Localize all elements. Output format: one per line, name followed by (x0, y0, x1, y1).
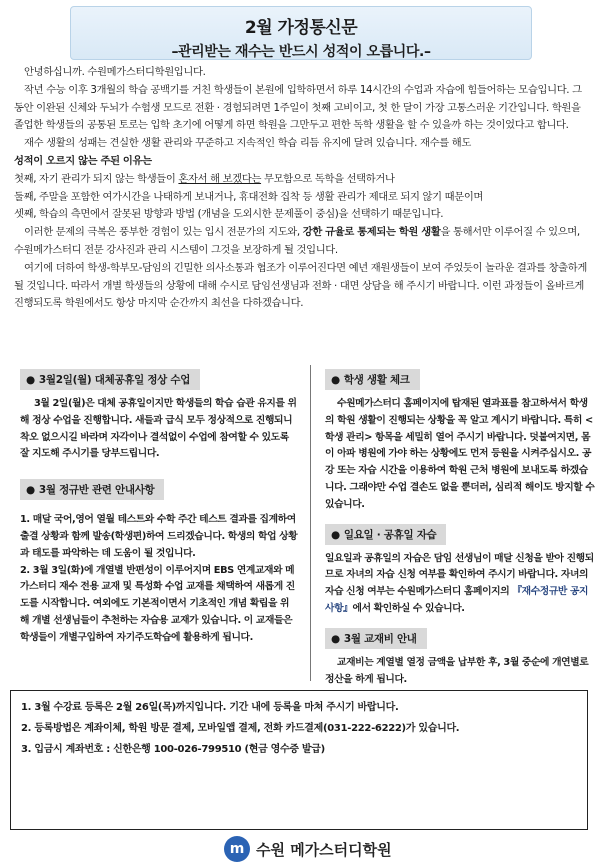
section-body-holiday: 3월 2일(월)은 대체 공휴일이지만 학생들의 학습 습관 유지를 위해 정상 수업을 진행합니다. 새들과 급식 모두 정상적으로 진행되니 착오 없으시길 바라며 자각이나 결석없이 수업에 참여할 수 있도록 잘 지도해 주시기를 당부드립니다. (20, 398, 297, 460)
intro-letter (14, 64, 588, 313)
intro-paragraph: 작년 수능 이후 3개월의 학습 공백기를 거친 학생들이 본원에 입학하면서 하루 14시간의 수업과 자습에 힘들어하는 모습입니다. 그 동안 이완된 신체와 두뇌가 수험생 모드로 전환 · 경험되려면 1주일이 첫째 고비이고, 첫 한 달이 가장 고통스러운 기간입니다. 학원을 졸업한 학생들의 공통된 토로는 입학 초기에 어떻게 하면 학원을 그만두고 편한 독학 생활을 할 수 있을까 하는 것이었다고 합니다. (14, 83, 582, 132)
newsletter-header (70, 6, 532, 60)
reason-item: 둘째, 주말을 포함한 여가시간을 나태하게 보내거나, 휴대전화 집착 등 생활 관리가 제대로 되지 않기 때문이며 (14, 190, 484, 203)
bullet-icon: ● (26, 484, 35, 497)
bullet-icon: ● (331, 374, 340, 386)
section-body-fee: 교재비는 계열별 열정 금액을 납부한 후, 3월 중순에 개연별로 정산을 하게 됩니다. (325, 656, 589, 685)
bullet-icon: ● (331, 632, 340, 645)
intro-paragraph: 이러한 문제의 극복은 풍부한 경험이 있는 입시 전문가의 지도와, 강한 규율로 통제되는 학원 생활을 통해서만 이루어질 수 있으며, 수원메가스터디 전문 강사진과 관리 시스템이 그것을 보장하게 될 것입니다. (14, 226, 580, 256)
greeting: 안녕하십니까. 수원메가스터디학원입니다. (24, 66, 206, 78)
bullet-icon: ● (331, 528, 340, 541)
left-column (14, 365, 304, 653)
section-heading-check: ● 학생 생활 체크 (325, 369, 420, 390)
section-heading-regular: ● 3월 정규반 관련 안내사항 (20, 479, 164, 500)
reason-title: 성적이 오르지 않는 주된 이유는 (14, 154, 152, 167)
section-body-regular: 1. 매달 국어,영어 열월 테스트와 수학 주간 테스트 결과를 집계하여 출결 상황과 함께 발송(학생편)하여 드리겠습니다. 학생의 학업 상황과 태도를 파악하는 데 도움이 될 것입니다. 2. 3월 3일(화)에 개열별 반편성이 이루어지며 EBS 연계교재와 메가스터디 재수 전용 교재 및 특성화 수업 교재를 채택하여 새롭게 진도를 시작합니다. 여외에도 기본적이면서 기초적인 개념 확립을 위해 개별 선생님들이 추천하는 자습용 교재가 있습니다. 이 교재들은 학생들이 개별구입하여 자기주도학습에 활용하게 됩니다. (20, 514, 298, 643)
registration-method: 2. 등록방법은 계좌이체, 학원 방문 결제, 모바일앱 결제, 전화 카드결제(031-222-6222)가 있습니다. (21, 723, 460, 734)
registration-deadline: 1. 3월 수강료 등록은 2월 26일(목)까지입니다. 기간 내에 등록을 마쳐 주시기 바랍니다. (21, 702, 399, 713)
section-body-selfstudy: 일요일과 공휴일의 자습은 담임 선생님이 매달 신청을 받아 진행되므로 자녀의 자습 신청 여부를 확인하여 주시기 바랍니다. 자녀의 자습 신청 여부는 수원메가스터디 홈페이지의 『재수정규반 공지사항』에서 확인하실 수 있습니다. (325, 552, 594, 614)
page-title: 2월 가정통신문 (244, 18, 358, 38)
right-column (310, 365, 600, 685)
academy-name: 수원 메가스터디학원 (256, 840, 392, 859)
section-heading-selfstudy: ● 일요일 · 공휴일 자습 (325, 524, 446, 545)
intro-paragraph: 재수 생활의 성패는 견실한 생활 관리와 꾸준하고 지속적인 학습 리듬 유지에 달려 있습니다. 재수를 해도 (24, 137, 471, 150)
registration-info-box (10, 690, 588, 830)
intro-paragraph: 여기에 더하여 학생-학부모-담임의 긴밀한 의사소통과 협조가 이루어진다면 예년 재원생들이 보여 주었듯이 놀라운 결과를 창출하게 될 것입니다. 따라서 개별 학생들의 상황에 대해 수시로 담임선생님과 전화 · 대면 상담을 해 주시기 바랍니다. 이런 과정들이 올바르게 진행되도록 학원에서도 항상 마지막 순간까지 최선을 다하겠습니다. (14, 261, 587, 310)
academy-brand (224, 836, 392, 862)
bullet-icon: ● (26, 374, 35, 386)
bank-account: 3. 입금시 계좌번호 : 신한은행 100-026-799510 (현금 영수증 발급) (21, 744, 325, 755)
academy-logo-icon: m (224, 836, 250, 862)
section-heading-fee: ● 3월 교재비 안내 (325, 628, 427, 649)
reason-item: 첫째, 자기 관리가 되지 않는 학생들이 혼자서 해 보겠다는 무모함으로 독학을 선택하거나 (14, 172, 395, 185)
section-heading-holiday: ● 3월2일(월) 대체공휴일 정상 수업 (20, 369, 200, 390)
section-body-check: 수원메가스터디 홈페이지에 탑재된 열과표를 참고하셔서 학생의 학원 생활이 진행되는 상황을 꼭 알고 계시기 바랍니다. 특히 <학생 관리> 항목을 세밀히 열어 주시기 바랍니다. 덧붙여지면, 몸이 아파 병원에 가야 하는 상황에도 먼저 등원을 시켜주십시오. 공강 또는 자습 시간을 이용하여 학원 근처 병원에 보내도록 하겠습니다. 그래야만 수업 결손도 없을 뿐더러, 심리적 해이도 방지할 수 있습니다. (325, 398, 595, 510)
reason-item: 셋째, 학습의 측면에서 잘못된 방향과 방법 (개념을 도외시한 문제풀이 중심)을 선택하기 때문입니다. (14, 208, 444, 221)
page-subtitle: –관리받는 재수는 반드시 성적이 오릅니다.– (171, 44, 431, 60)
